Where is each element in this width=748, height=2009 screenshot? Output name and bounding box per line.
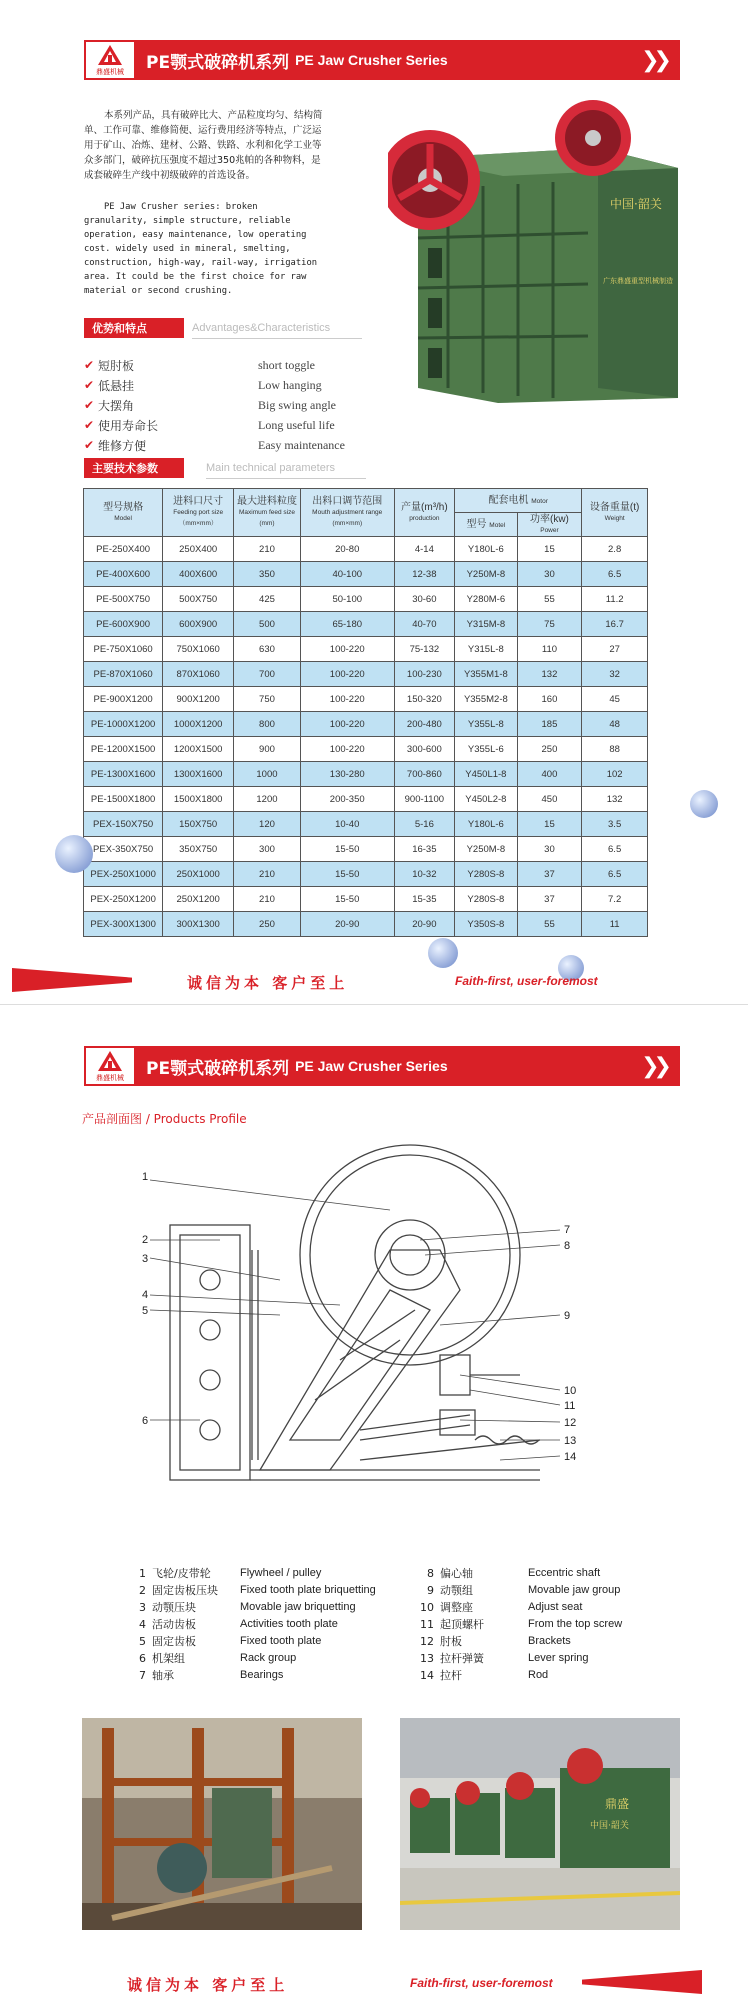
table-cell: 10-32 [394,862,454,887]
table-cell: 16-35 [394,837,454,862]
table-cell: Y350S-8 [455,912,518,937]
table-cell: 132 [582,787,648,812]
check-icon: ✔ [84,378,95,392]
header-title-en: PE Jaw Crusher Series [295,1058,448,1074]
table-cell: 37 [517,862,582,887]
table-cell: 4-14 [394,537,454,562]
list-item: 5 固定齿板 Fixed tooth plate [139,1635,322,1648]
callout-9: 9 [564,1310,571,1322]
table-cell: 500 [234,612,301,637]
table-cell: 450 [517,787,582,812]
list-item [84,395,404,415]
table-cell: 250X1000 [163,862,234,887]
factory-machine-brand: 鼎盛 [605,1797,630,1811]
slogan-red-swoosh [582,1970,702,1994]
slogan-cn: 诚信为本 客户至上 [187,974,349,992]
table-cell: 300-600 [394,737,454,762]
advantage-en: Easy maintenance [258,437,345,452]
list-item: 14 拉杆 Rod [420,1669,549,1682]
table-row [84,837,648,862]
table-cell: 3.5 [582,812,648,837]
header-title-cn: PE颚式破碎机系列 [146,1058,290,1079]
table-cell: 20-90 [300,912,394,937]
table-cell: 150-320 [394,687,454,712]
table-cell: PEX-350X750 [84,837,163,862]
table-cell: 27 [582,637,648,662]
table-cell: 6.5 [582,837,648,862]
col-feed: 进料口尺寸 Feeding port size （mm×mm） [163,489,234,537]
table-header-row [84,489,648,513]
profile-label: 产品剖面图 / Products Profile [82,1112,247,1126]
callout-11: 11 [564,1400,576,1412]
callout-3: 3 [142,1253,149,1265]
col-weight: 设备重量(t) Weight [582,489,648,537]
site-installation-photo [82,1718,362,1930]
table-cell: 30-60 [394,587,454,612]
table-cell: PE-870X1060 [84,662,163,687]
col-adjust: 出料口调节范围 Mouth adjustment range (mm×mm) [300,489,394,537]
list-item [84,375,404,395]
table-row [84,887,648,912]
table-cell: PE-500X750 [84,587,163,612]
table-cell: Y315L-8 [455,637,518,662]
slogan-band [12,968,702,994]
advantage-cn: 低悬挂 [98,378,135,393]
callout-2: 2 [142,1234,149,1246]
table-cell: 110 [517,637,582,662]
double-chevron-icon: ❯❯ [641,47,666,73]
list-item: 12 肘板 Brackets [420,1635,571,1648]
table-cell: PE-900X1200 [84,687,163,712]
logo-mark-icon [97,1050,123,1072]
table-cell: 6.5 [582,862,648,887]
table-cell: 102 [582,762,648,787]
advantage-en: short toggle [258,357,315,372]
table-cell: 700-860 [394,762,454,787]
parts-list-left [130,1565,376,1684]
table-cell: 800 [234,712,301,737]
table-cell: 300 [234,837,301,862]
table-row [84,712,648,737]
table-cell: PE-1200X1500 [84,737,163,762]
advantage-cn: 维修方便 [98,438,147,453]
jaw-crusher-photo [388,98,688,403]
intro-text-cn: 本系列产品，具有破碎比大、产品粒度均匀、结构简单、工作可靠、维修简便、运行费用经济等特点，广泛运用于矿山、冶炼、建材、公路、铁路、水利和化学工业等众多部门，破碎抗压强度不超过350兆帕的各种物料，是成套破碎生产线中初级破碎的首选设备。 [84,110,323,181]
table-cell: 100-220 [300,662,394,687]
table-cell: PE-250X400 [84,537,163,562]
table-cell: 15-50 [300,862,394,887]
table-cell: 160 [517,687,582,712]
table-row [84,637,648,662]
header-bar [84,1046,680,1086]
check-icon: ✔ [84,358,95,372]
table-cell: 1000 [234,762,301,787]
slogan-band [12,1970,702,1996]
table-cell: Y450L2-8 [455,787,518,812]
table-cell: 5-16 [394,812,454,837]
table-cell: 900-1100 [394,787,454,812]
table-cell: 20-80 [300,537,394,562]
spec-table [83,488,648,937]
table-cell: 132 [517,662,582,687]
callout-4: 4 [142,1289,149,1301]
table-cell: 6.5 [582,562,648,587]
table-cell: 100-230 [394,662,454,687]
col-motor-model: 型号 Motel [455,513,518,537]
table-cell: PEX-150X750 [84,812,163,837]
table-cell: 210 [234,537,301,562]
table-cell: PEX-300X1300 [84,912,163,937]
table-cell: 185 [517,712,582,737]
table-cell: 75 [517,612,582,637]
table-cell: 120 [234,812,301,837]
divider [192,338,362,339]
table-cell: 100-220 [300,712,394,737]
crusher-cross-section-diagram [140,1140,610,1520]
table-cell: 15 [517,537,582,562]
list-item [84,415,404,435]
parts-list-right [418,1565,622,1684]
table-cell: 48 [582,712,648,737]
table-row [84,537,648,562]
callout-5: 5 [142,1305,149,1317]
advantages-list [84,355,404,455]
table-cell: 1000X1200 [163,712,234,737]
table-cell: Y315M-8 [455,612,518,637]
intro-text-en: PE Jaw Crusher series: broken granularity, simple structure, reliable operation, easy maintenance, low operating cost. widely used in mineral, smelting, construction, high-way, rail-way, irrigation area. It could be the first choice for raw material or second crushing. [84,202,318,296]
table-row [84,662,648,687]
table-cell: 400X600 [163,562,234,587]
table-cell: 16.7 [582,612,648,637]
col-model: 型号规格 Model [84,489,163,537]
col-maxfeed: 最大进料粒度 Maximum feed size (mm) [234,489,301,537]
table-cell: 1200 [234,787,301,812]
table-cell: 300X1300 [163,912,234,937]
list-item: 1 飞轮/皮带轮 Flywheel / pulley [139,1567,322,1580]
table-row [84,587,648,612]
list-item [84,355,404,375]
logo-mark-icon [97,44,123,66]
table-cell: 250X1200 [163,887,234,912]
table-cell: 210 [234,887,301,912]
list-item: 11 起顶螺杆 From the top screw [420,1618,623,1631]
specs-title-en: Main technical parameters [206,462,336,474]
table-cell: PEX-250X1200 [84,887,163,912]
table-cell: 15-35 [394,887,454,912]
slogan-en: Faith-first, user-foremost [410,1976,553,1990]
callout-6: 6 [142,1415,149,1427]
spec-table-body [84,537,648,937]
table-cell: 100-220 [300,737,394,762]
table-cell: Y355M2-8 [455,687,518,712]
callout-13: 13 [564,1435,577,1447]
table-cell: 15-50 [300,887,394,912]
list-item: 2 固定齿板压块 Fixed tooth plate briquetting [139,1584,376,1597]
advantages-title-en: Advantages&Characteristics [192,322,331,334]
check-icon: ✔ [84,438,95,452]
table-cell: 200-480 [394,712,454,737]
table-cell: Y280S-8 [455,887,518,912]
table-cell: 900X1200 [163,687,234,712]
callout-1: 1 [142,1171,149,1183]
table-cell: PE-1500X1800 [84,787,163,812]
table-cell: Y250M-8 [455,837,518,862]
table-cell: Y180L-6 [455,537,518,562]
list-item: 6 机架组 Rack group [139,1652,297,1665]
table-row [84,862,648,887]
table-cell: Y355L-6 [455,737,518,762]
col-production: 产量(m³/h) production [394,489,454,537]
table-cell: 100-220 [300,637,394,662]
table-cell: 600X900 [163,612,234,637]
table-cell: 2.8 [582,537,648,562]
slogan-cn: 诚信为本 客户至上 [127,1976,289,1994]
list-item: 10 调整座 Adjust seat [420,1601,583,1614]
advantages-tag: 优势和特点 [84,318,184,338]
factory-warehouse-photo [400,1718,680,1930]
table-cell: 45 [582,687,648,712]
table-cell: 15 [517,812,582,837]
decorative-bubble [428,938,458,968]
table-cell: PEX-250X1000 [84,862,163,887]
table-cell: 250 [234,912,301,937]
list-item: 4 活动齿板 Activities tooth plate [139,1618,338,1631]
table-cell: 500X750 [163,587,234,612]
logo-text: 鼎盛机械 [96,1073,124,1082]
table-cell: 200-350 [300,787,394,812]
advantage-cn: 短肘板 [98,358,135,373]
table-row [84,787,648,812]
advantage-cn: 大摆角 [98,398,135,413]
logo [84,40,136,80]
table-cell: 900 [234,737,301,762]
factory-machine-origin: 中国·韶关 [590,1821,629,1831]
table-cell: Y450L1-8 [455,762,518,787]
table-cell: 75-132 [394,637,454,662]
col-motor: 配套电机 Motor [455,489,582,513]
table-cell: 150X750 [163,812,234,837]
logo [84,1046,136,1086]
table-cell: Y250M-8 [455,562,518,587]
table-cell: 20-90 [394,912,454,937]
table-row [84,612,648,637]
list-item: 3 动颚压块 Movable jaw briquetting [139,1601,356,1614]
advantage-en: Low hanging [258,377,322,392]
table-cell: 30 [517,562,582,587]
table-cell: PE-1000X1200 [84,712,163,737]
table-cell: 40-100 [300,562,394,587]
table-cell: 50-100 [300,587,394,612]
table-row [84,812,648,837]
header-title-en: PE Jaw Crusher Series [295,52,448,68]
check-icon: ✔ [84,398,95,412]
table-cell: PE-600X900 [84,612,163,637]
table-cell: 750X1060 [163,637,234,662]
table-cell: 250 [517,737,582,762]
table-cell: 55 [517,587,582,612]
table-cell: 1500X1800 [163,787,234,812]
table-cell: 100-220 [300,687,394,712]
table-cell: 250X400 [163,537,234,562]
table-row [84,912,648,937]
callout-12: 12 [564,1417,577,1429]
table-cell: 7.2 [582,887,648,912]
list-item: 13 拉杆弹簧 Lever spring [420,1652,589,1665]
table-cell: Y280S-8 [455,862,518,887]
callout-14: 14 [564,1451,577,1463]
table-cell: Y355M1-8 [455,662,518,687]
table-row [84,562,648,587]
decorative-bubble [690,790,718,818]
slogan-en: Faith-first, user-foremost [455,974,598,988]
table-cell: 15-50 [300,837,394,862]
table-cell: PE-400X600 [84,562,163,587]
table-cell: 630 [234,637,301,662]
divider [206,478,366,479]
table-cell: 12-38 [394,562,454,587]
table-cell: 700 [234,662,301,687]
table-cell: 870X1060 [163,662,234,687]
logo-text: 鼎盛机械 [96,67,124,76]
table-cell: Y355L-8 [455,712,518,737]
advantage-cn: 使用寿命长 [98,418,159,433]
table-row [84,762,648,787]
header-title-cn: PE颚式破碎机系列 [146,52,290,73]
table-cell: 10-40 [300,812,394,837]
table-cell: 1300X1600 [163,762,234,787]
table-cell: 130-280 [300,762,394,787]
table-cell: 425 [234,587,301,612]
header-bar [84,40,680,80]
table-cell: Y180L-6 [455,812,518,837]
table-cell: 400 [517,762,582,787]
table-cell: 65-180 [300,612,394,637]
advantage-en: Big swing angle [258,397,336,412]
list-item: 7 轴承 Bearings [139,1669,284,1682]
machine-label-side: 广东鼎盛重型机械制造 [603,277,673,285]
table-cell: 32 [582,662,648,687]
table-cell: Y280M-6 [455,587,518,612]
table-cell: 30 [517,837,582,862]
table-cell: 40-70 [394,612,454,637]
brochure-page-2 [0,1010,748,2009]
table-cell: 1200X1500 [163,737,234,762]
callout-7: 7 [564,1224,571,1236]
specs-tag: 主要技术参数 [84,458,184,478]
table-cell: 88 [582,737,648,762]
table-cell: 350 [234,562,301,587]
table-cell: 750 [234,687,301,712]
table-cell: 210 [234,862,301,887]
table-cell: 37 [517,887,582,912]
table-cell: 55 [517,912,582,937]
advantage-en: Long useful life [258,417,335,432]
table-cell: PE-1300X1600 [84,762,163,787]
slogan-red-swoosh [12,968,132,992]
machine-label-top: 中国·韶关 [610,197,662,211]
col-power: 功率(kw) Power [517,513,582,537]
list-item: 8 偏心轴 Eccentric shaft [427,1567,601,1580]
list-item: 9 动颚组 Movable jaw group [427,1584,621,1597]
list-item [84,435,404,455]
table-cell: PE-750X1060 [84,637,163,662]
table-cell: 11 [582,912,648,937]
table-cell: 350X750 [163,837,234,862]
double-chevron-icon: ❯❯ [641,1053,666,1079]
callout-8: 8 [564,1240,571,1252]
table-row [84,687,648,712]
check-icon: ✔ [84,418,95,432]
decorative-bubble [55,835,93,873]
callout-10: 10 [564,1385,577,1397]
table-cell: 11.2 [582,587,648,612]
table-row [84,737,648,762]
